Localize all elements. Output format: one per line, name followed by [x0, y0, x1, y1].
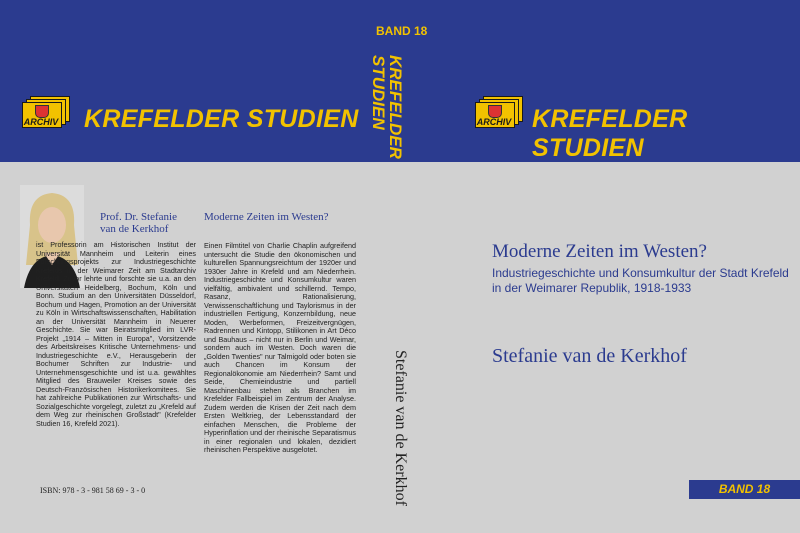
bio-name-line1: Prof. Dr. Stefanie — [100, 211, 177, 223]
bio-author-name — [100, 211, 177, 235]
logo-label: ARCHIV — [476, 117, 512, 127]
spine-band-label: BAND 18 — [376, 24, 428, 38]
spine-series-title: KREFELDER STUDIEN — [369, 55, 405, 159]
archive-stack-icon — [475, 96, 523, 128]
front-band-label: BAND 18 — [689, 480, 800, 499]
archive-stack-icon — [22, 96, 70, 128]
logo-label: ARCHIV — [23, 117, 59, 127]
spine-author: Stefanie van de Kerkhof — [392, 350, 409, 506]
back-heading: Moderne Zeiten im Westen? — [204, 211, 329, 223]
front-author: Stefanie van de Kerkhof — [492, 345, 687, 367]
bio-text: ist Professorin am Historischen Institut der Universität Mannheim und Leiterin eines Forschungsprojekts zur Industriegeschichte Krefelds in der Weimarer Zeit am Stadtarchiv Krefeld. Zuvor lehrte und forschte sie u.a. an den Universitäten Heidelberg, Bochum, Köln und Bonn. Studium an den Universitäten Düsseldorf, Bochum und Hagen, Promotion an der Universität zu Köln in Wirtschaftswissenschaften, Habilitation an der Universität Mannheim in Neuerer Geschichte. Sie war Beiratsmitglied im LVR-Projekt „1914 – Mitten in Europa", Vorsitzende des Arbeitskreises Kritische Unternehmens- und Industriegeschichte e.V., Herausgeberin der Bochumer Schriften zur Industrie- und Unternehmensgeschichte und ist u.a. gewähltes Mitglied des Brauweiler Kreises sowie des Deutsch-Französischen Historikerkomitees. Sie hat zahlreiche Publikationen zur Wirtschafts- und Sozialgeschichte vorgelegt, zuletzt zu „Krefeld auf dem Weg zur rheinischen Großstadt" (Krefelder Studien 16, Krefeld 2021). — [36, 240, 196, 428]
isbn: ISBN: 978 - 3 - 981 58 69 - 3 - 0 — [40, 486, 146, 495]
front-subtitle: Industriegeschichte und Konsumkultur der Stadt Krefeld in der Weimarer Republik, 1918-1933 — [492, 266, 789, 295]
back-series-title: KREFELDER STUDIEN — [84, 105, 359, 133]
bio-name-line2: van de Kerkhof — [100, 223, 169, 235]
back-blurb: Einen Filmtitel von Charlie Chaplin aufgreifend untersucht die Studie den ökonomischen und kulturellen Spannungsreichtum der 1920er und 1930er Jahre in Krefeld und am Niederrhein. Industriegeschichte und Konsumkultur waren vielfältig, ambivalent und schillernd. Tempo, Rasanz, Rationalisierung, Verwissenschaftlichung und Taylorismus in der industriellen Fertigung, Konzernbildung, neue Moden, Werbeformen, Freizeitvergnügen, Radrennen und Kintopp, Stilikonen in Art Déco und Bauhaus – nicht nur in Berlin und Weimar, sondern auch im Westen. Doch waren die „Golden Twenties" nur Talmigold oder boten sie auch Chancen im Konsum der Regionalökonomie am Niederrhein? Samt und Seide, Chemieindustrie und partiell Maschinenbau stehen als Branchen im Krefelder Fallbeispiel im Zentrum der Analyse. Zudem werden die Krisen der Zeit nach dem Ersten Weltkrieg, der Lebensstandard der einfachen Menschen, die Probleme der Hyperinflation und der rheinische Separatismus in einer regionalen und lokalen, dezidiert rheinischen Perspektive ausgelotet. — [204, 241, 356, 454]
front-title: Moderne Zeiten im Westen? — [492, 241, 707, 262]
front-series-title: KREFELDER STUDIEN — [532, 105, 688, 162]
